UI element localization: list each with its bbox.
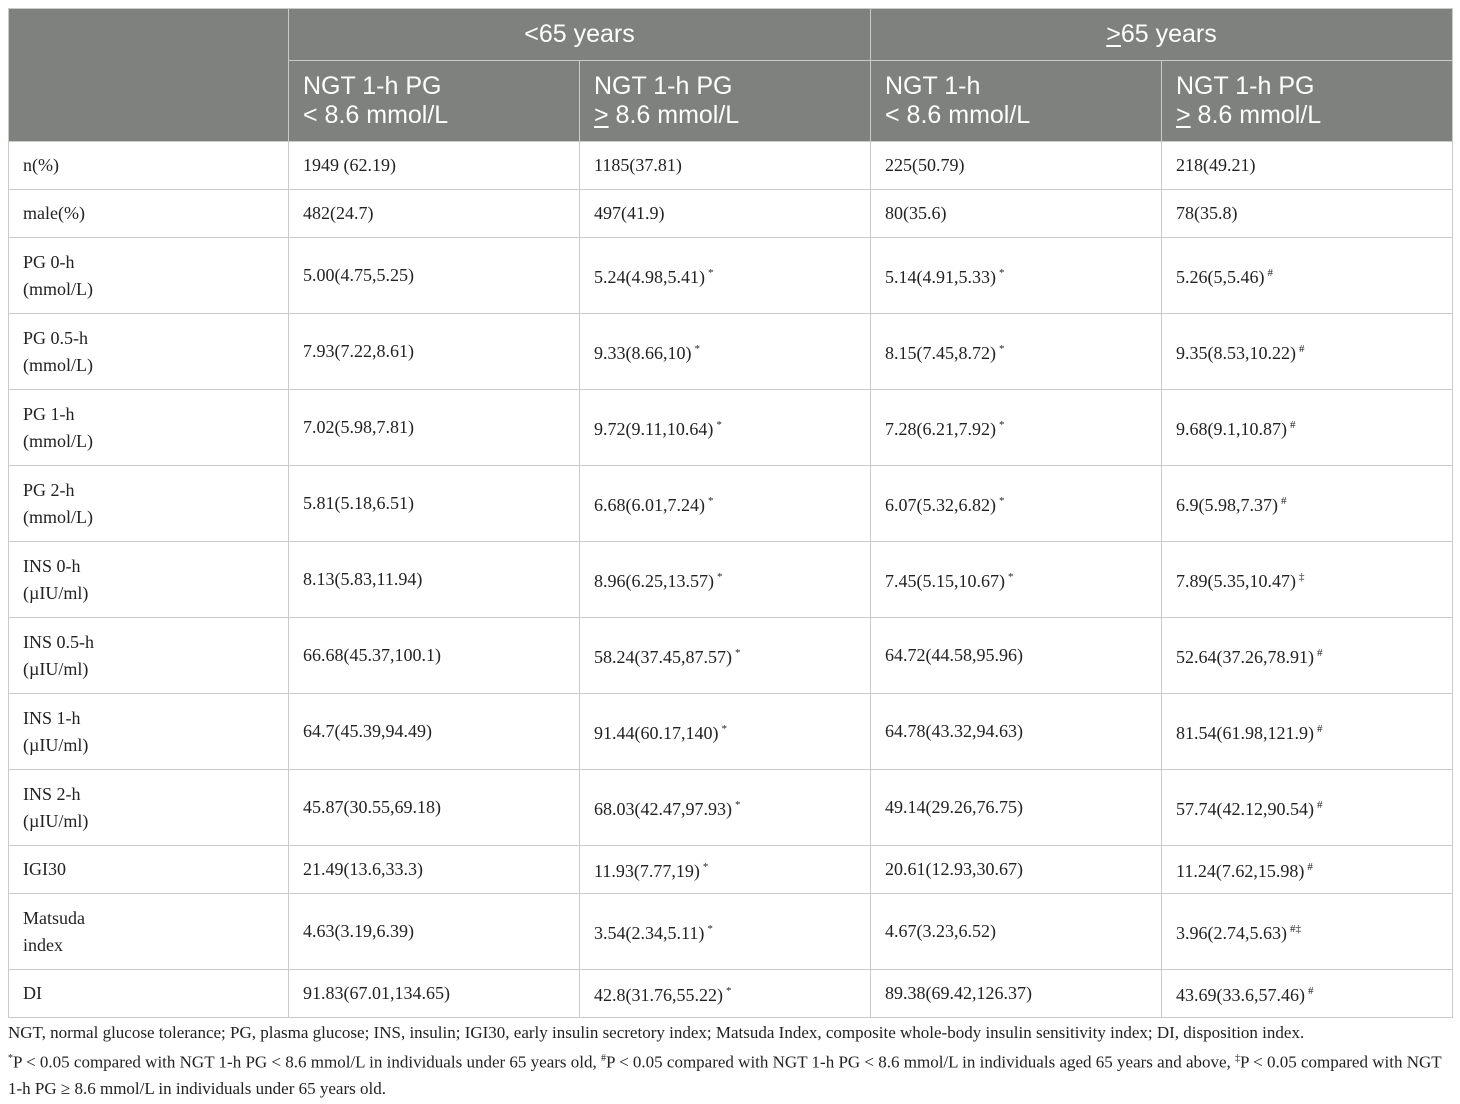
table-cell: 8.96(6.25,13.57) * — [580, 542, 871, 618]
table-cell: 9.33(8.66,10) * — [580, 314, 871, 390]
column-header: NGT 1-h < 8.6 mmol/L — [871, 61, 1162, 142]
row-label: INS 0.5-h (µIU/ml) — [9, 618, 289, 694]
significance-mark: ‡ — [1299, 571, 1305, 583]
table-cell: 68.03(42.47,97.93) * — [580, 770, 871, 846]
table-cell: 5.14(4.91,5.33) * — [871, 238, 1162, 314]
table-cell: 58.24(37.45,87.57) * — [580, 618, 871, 694]
table-row — [9, 466, 1453, 542]
table-cell: 20.61(12.93,30.67) — [871, 846, 1162, 894]
table-footnote — [8, 1020, 1455, 1102]
significance-mark: #‡ — [1290, 923, 1301, 935]
footnote-mark: # — [601, 1053, 606, 1064]
significance-mark: * — [708, 495, 714, 507]
footnote-text: P < 0.05 compared with NGT 1-h PG ≥ 8.6 mmol/L in individuals under 65 years old. — [8, 1052, 1442, 1098]
table-cell: 52.64(37.26,78.91) # — [1162, 618, 1453, 694]
corner-cell — [9, 9, 289, 142]
group-header-65-and-over: >65 years — [871, 9, 1453, 61]
row-label: INS 2-h (µIU/ml) — [9, 770, 289, 846]
table-cell: 81.54(61.98,121.9) # — [1162, 694, 1453, 770]
table-cell: 11.93(7.77,19) * — [580, 846, 871, 894]
table-cell: 7.93(7.22,8.61) — [289, 314, 580, 390]
table-container — [8, 8, 1453, 1018]
table-cell: 78(35.8) — [1162, 190, 1453, 238]
table-body — [9, 142, 1453, 1018]
table-cell: 64.72(44.58,95.96) — [871, 618, 1162, 694]
table-cell: 3.54(2.34,5.11) * — [580, 894, 871, 970]
table-cell: 7.89(5.35,10.47) ‡ — [1162, 542, 1453, 618]
significance-mark: * — [717, 571, 723, 583]
table-cell: 1185(37.81) — [580, 142, 871, 190]
results-table — [8, 8, 1453, 1018]
significance-mark: # — [1299, 343, 1305, 355]
significance-mark: # — [1290, 419, 1296, 431]
table-cell: 57.74(42.12,90.54) # — [1162, 770, 1453, 846]
row-label: male(%) — [9, 190, 289, 238]
table-cell: 7.45(5.15,10.67) * — [871, 542, 1162, 618]
table-cell: 7.02(5.98,7.81) — [289, 390, 580, 466]
footnote-abbreviations: NGT, normal glucose tolerance; PG, plasma glucose; INS, insulin; IGI30, early insulin secretory index; Matsuda Index, composite whole-body insulin sensitivity index; DI, disposition index. — [8, 1023, 1305, 1042]
table-cell: 225(50.79) — [871, 142, 1162, 190]
significance-mark: * — [999, 495, 1005, 507]
table-cell: 218(49.21) — [1162, 142, 1453, 190]
table-cell: 482(24.7) — [289, 190, 580, 238]
table-cell: 6.9(5.98,7.37) # — [1162, 466, 1453, 542]
significance-mark: # — [1317, 799, 1323, 811]
table-cell: 6.68(6.01,7.24) * — [580, 466, 871, 542]
table-cell: 6.07(5.32,6.82) * — [871, 466, 1162, 542]
significance-mark: * — [735, 647, 741, 659]
table-cell: 497(41.9) — [580, 190, 871, 238]
column-header: NGT 1-h PG > 8.6 mmol/L — [1162, 61, 1453, 142]
group-header-row — [9, 9, 1453, 61]
table-row — [9, 846, 1453, 894]
table-cell: 45.87(30.55,69.18) — [289, 770, 580, 846]
table-cell: 89.38(69.42,126.37) — [871, 970, 1162, 1018]
table-cell: 66.68(45.37,100.1) — [289, 618, 580, 694]
group-header-under-65: <65 years — [289, 9, 871, 61]
footnote-mark: ‡ — [1235, 1053, 1241, 1064]
table-cell: 3.96(2.74,5.63) #‡ — [1162, 894, 1453, 970]
column-header: NGT 1-h PG < 8.6 mmol/L — [289, 61, 580, 142]
table-cell: 11.24(7.62,15.98) # — [1162, 846, 1453, 894]
footnote-text: P < 0.05 compared with NGT 1-h PG < 8.6 mmol/L in individuals aged 65 years and above, — [606, 1052, 1236, 1072]
row-label: PG 1-h (mmol/L) — [9, 390, 289, 466]
table-row — [9, 694, 1453, 770]
significance-mark: * — [999, 343, 1005, 355]
table-cell: 5.26(5,5.46) # — [1162, 238, 1453, 314]
significance-mark: * — [708, 267, 714, 279]
table-cell: 91.83(67.01,134.65) — [289, 970, 580, 1018]
table-cell: 64.7(45.39,94.49) — [289, 694, 580, 770]
table-row — [9, 542, 1453, 618]
row-label: IGI30 — [9, 846, 289, 894]
table-cell: 21.49(13.6,33.3) — [289, 846, 580, 894]
row-label: INS 1-h (µIU/ml) — [9, 694, 289, 770]
significance-mark: * — [721, 723, 727, 735]
significance-mark: * — [694, 343, 700, 355]
significance-mark: # — [1317, 723, 1323, 735]
row-label: PG 2-h (mmol/L) — [9, 466, 289, 542]
table-row — [9, 142, 1453, 190]
footnote-mark: * — [8, 1053, 13, 1064]
table-cell: 8.13(5.83,11.94) — [289, 542, 580, 618]
table-cell: 9.35(8.53,10.22) # — [1162, 314, 1453, 390]
table-cell: 5.00(4.75,5.25) — [289, 238, 580, 314]
significance-mark: # — [1317, 647, 1323, 659]
significance-mark: # — [1308, 985, 1314, 997]
table-row — [9, 618, 1453, 694]
footnote-text: P < 0.05 compared with NGT 1-h PG < 8.6 mmol/L in individuals under 65 years old, — [13, 1052, 601, 1072]
table-cell: 80(35.6) — [871, 190, 1162, 238]
row-label: PG 0-h (mmol/L) — [9, 238, 289, 314]
table-row — [9, 314, 1453, 390]
table-row — [9, 894, 1453, 970]
significance-mark: # — [1307, 861, 1313, 873]
significance-mark: * — [716, 419, 722, 431]
row-label: INS 0-h (µIU/ml) — [9, 542, 289, 618]
table-row — [9, 390, 1453, 466]
table-cell: 42.8(31.76,55.22) * — [580, 970, 871, 1018]
table-cell: 9.68(9.1,10.87) # — [1162, 390, 1453, 466]
table-cell: 7.28(6.21,7.92) * — [871, 390, 1162, 466]
table-cell: 5.81(5.18,6.51) — [289, 466, 580, 542]
table-cell: 8.15(7.45,8.72) * — [871, 314, 1162, 390]
significance-mark: # — [1267, 267, 1273, 279]
significance-mark: * — [999, 267, 1005, 279]
significance-mark: # — [1281, 495, 1287, 507]
table-cell: 91.44(60.17,140) * — [580, 694, 871, 770]
table-row — [9, 238, 1453, 314]
significance-mark: * — [1008, 571, 1014, 583]
table-cell: 43.69(33.6,57.46) # — [1162, 970, 1453, 1018]
table-cell: 4.67(3.23,6.52) — [871, 894, 1162, 970]
table-row — [9, 970, 1453, 1018]
table-row — [9, 770, 1453, 846]
significance-mark: * — [702, 861, 709, 873]
row-label: PG 0.5-h (mmol/L) — [9, 314, 289, 390]
significance-mark: * — [726, 985, 732, 997]
column-header: NGT 1-h PG > 8.6 mmol/L — [580, 61, 871, 142]
significance-mark: * — [707, 923, 713, 935]
table-cell: 64.78(43.32,94.63) — [871, 694, 1162, 770]
table-cell: 4.63(3.19,6.39) — [289, 894, 580, 970]
row-label: DI — [9, 970, 289, 1018]
significance-mark: * — [735, 799, 741, 811]
row-label: Matsuda index — [9, 894, 289, 970]
table-cell: 1949 (62.19) — [289, 142, 580, 190]
table-cell: 5.24(4.98,5.41) * — [580, 238, 871, 314]
significance-mark: * — [999, 419, 1005, 431]
table-row — [9, 190, 1453, 238]
table-cell: 49.14(29.26,76.75) — [871, 770, 1162, 846]
table-cell: 9.72(9.11,10.64) * — [580, 390, 871, 466]
row-label: n(%) — [9, 142, 289, 190]
